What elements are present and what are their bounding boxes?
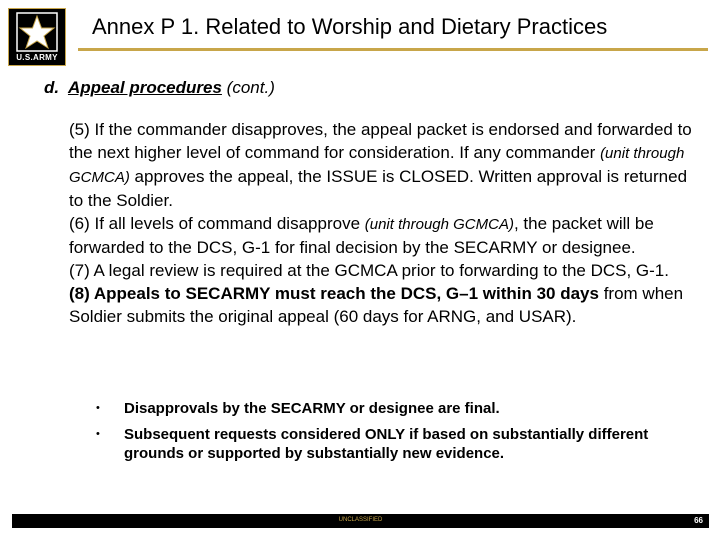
paragraph-7: (7) A legal review is required at the GCMCA prior to forwarding to the DCS, G-1. — [69, 261, 669, 280]
logo-text: U.S.ARMY — [16, 53, 58, 62]
heading-suffix: (cont.) — [226, 78, 275, 97]
footer-bar — [12, 514, 709, 528]
army-star-icon — [15, 11, 59, 53]
p6-text-c: , the packet will be forwarded to the DCS, G-1 for final decision by the SECARMY or designee. — [69, 214, 654, 257]
bullet-item: • Disapprovals by the SECARMY or designee are final. — [96, 399, 696, 418]
us-army-logo — [8, 8, 66, 66]
page-number: 66 — [694, 516, 703, 525]
p5-text-c: approves the appeal, the ISSUE is CLOSED. Written approval is returned to the Soldier. — [69, 167, 688, 210]
bullet-list — [96, 399, 696, 470]
p5-text-a: (5) If the commander disapproves, the appeal packet is endorsed and forwarded to the next higher level of command for consideration. If any commander — [69, 120, 692, 162]
p6-italic: (unit through GCMCA) — [364, 216, 514, 233]
p8-bold: (8) Appeals to SECARMY must reach the DCS, G–1 within 30 days — [69, 284, 599, 303]
classification-label: UNCLASSIFIED — [338, 517, 383, 523]
paragraph-5 — [69, 118, 699, 212]
title-divider — [78, 48, 708, 51]
section-heading — [44, 78, 275, 98]
paragraph-6 — [69, 212, 699, 259]
p6-text-a: (6) If all levels of command disapprove — [69, 214, 365, 233]
heading-underlined: Appeal procedures — [67, 78, 222, 97]
p8-text-b: from when Soldier submits the original appeal (60 days for ARNG, and USAR). — [69, 284, 684, 326]
slide-body — [69, 118, 699, 328]
paragraph-8 — [69, 282, 699, 328]
slide-title: Annex P 1. Related to Worship and Dietary Practices — [92, 14, 608, 39]
heading-letter: d. — [44, 78, 60, 97]
p5-italic: (unit through GCMCA) — [69, 145, 685, 186]
bullet-item: • Subsequent requests considered ONLY if based on substantially different grounds or supported by substantially new evidence. — [96, 425, 696, 463]
